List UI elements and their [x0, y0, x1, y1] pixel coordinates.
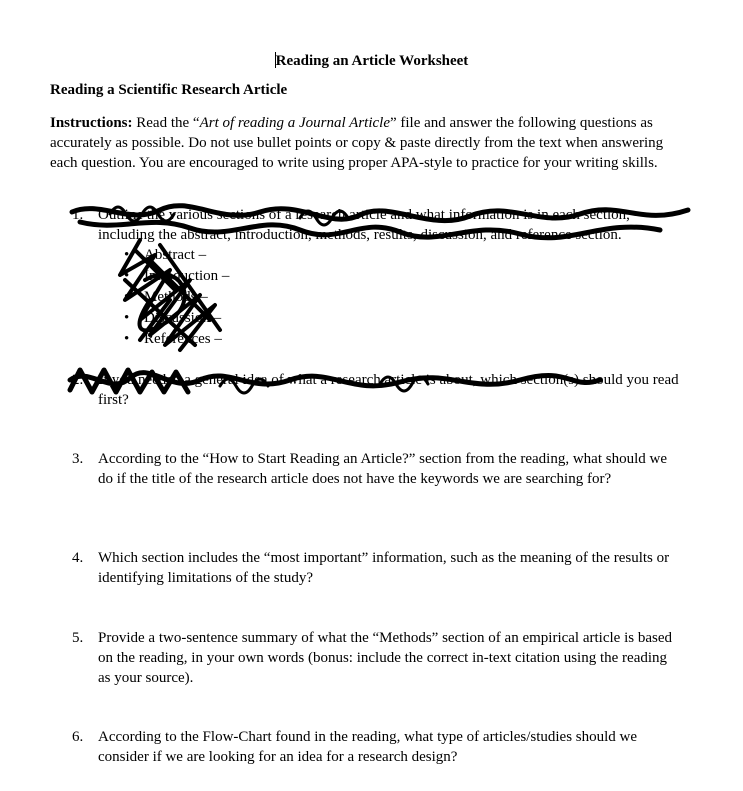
- section-bullet-list: [120, 245, 229, 350]
- bullet-item-abstract: • Abstract –: [120, 245, 229, 266]
- question-text: Which section includes the “most important” information, such as the meaning of the results or identifying limitations of the study?: [98, 550, 670, 586]
- question-text: According to the Flow-Chart found in the reading, what type of articles/studies should we consider if we are looking for an idea for a research design?: [98, 729, 638, 765]
- question-number: 6.: [72, 729, 84, 745]
- question-4: [72, 548, 682, 588]
- question-text: Provide a two-sentence summary of what the “Methods” section of an empirical article is based on the reading, in your own words (bonus: include the correct in-text citation using the reading as your source).: [98, 630, 672, 686]
- question-number: 4.: [72, 550, 84, 566]
- bullet-item-discussion: • Discussion –: [120, 308, 229, 329]
- question-number: 1.: [72, 207, 84, 223]
- bullet-item-methods: • Methods –: [120, 287, 229, 308]
- question-text: Outline the various sections of a research article and what information is in each section, including the abstract, introduction, methods, results, discussion, and reference section.: [98, 207, 630, 243]
- instructions-label: Instructions:: [50, 115, 133, 131]
- instructions-paragraph: [50, 113, 675, 173]
- section-heading: Reading a Scientific Research Article: [50, 82, 288, 98]
- worksheet-title: [0, 52, 743, 70]
- question-number: 2.: [72, 372, 84, 388]
- question-1: [72, 205, 682, 245]
- question-2: [72, 370, 682, 410]
- question-number: 3.: [72, 451, 84, 467]
- question-6: [72, 727, 682, 767]
- worksheet-title-text: Reading an Article Worksheet: [275, 53, 469, 69]
- instructions-text-post: ” file and answer the following questions as accurately as possible. Do not use bullet points or copy & paste directly from the text when answering each question. You are encouraged to write using proper APA-style to practice for your writing skills.: [50, 115, 664, 171]
- question-3: [72, 449, 682, 489]
- question-text: If you needed a general idea of what a research article is about, which section(s) should you read first?: [98, 372, 679, 408]
- question-number: 5.: [72, 630, 84, 646]
- question-5: [72, 628, 682, 688]
- bullet-item-introduction: • Introduction –: [120, 266, 229, 287]
- question-text: According to the “How to Start Reading an Article?” section from the reading, what should we do if the title of the research article does not have the keywords we are searching for?: [98, 451, 668, 487]
- bullet-item-references: • References –: [120, 329, 229, 350]
- instructions-text-pre: Read the “: [132, 115, 200, 131]
- instructions-file-name: Art of reading a Journal Article: [199, 115, 390, 131]
